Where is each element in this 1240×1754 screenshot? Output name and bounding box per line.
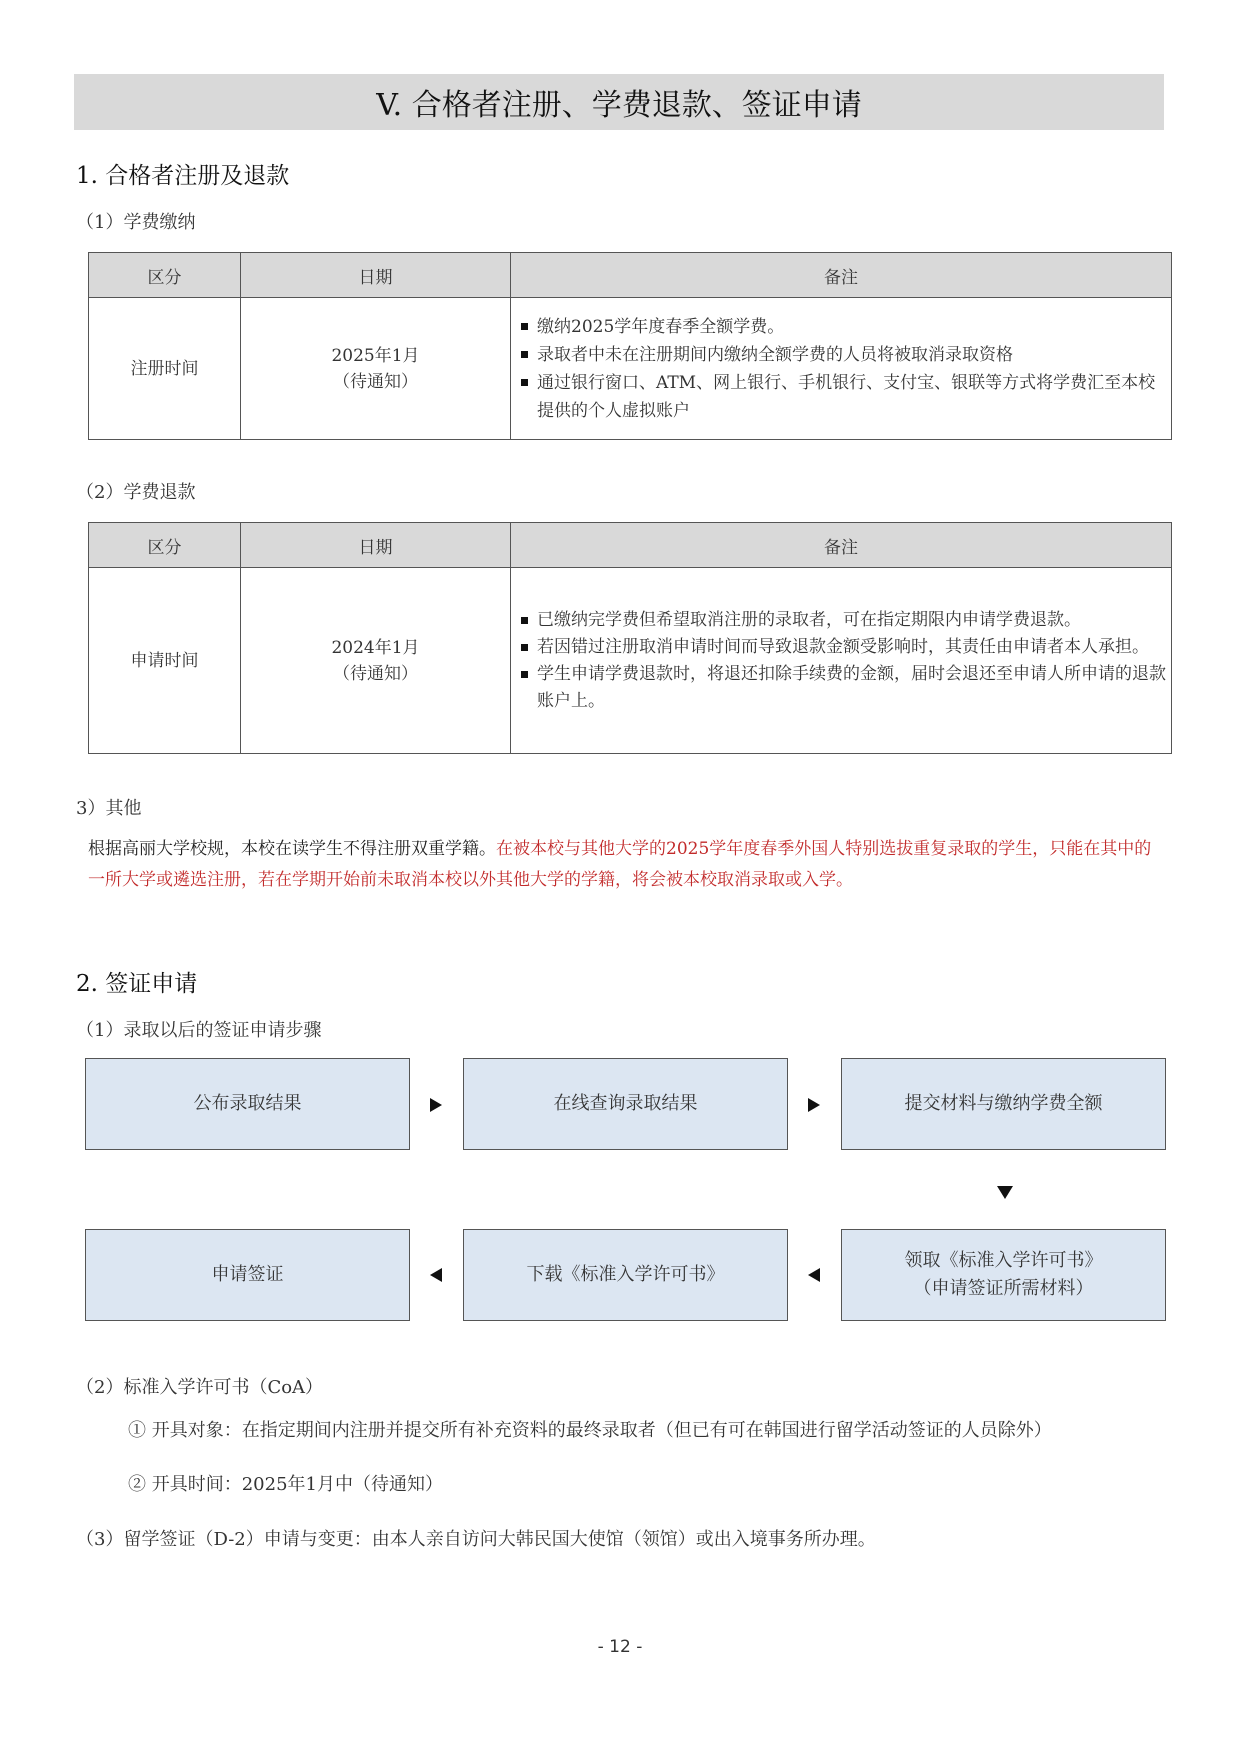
- note-item: 学生申请学费退款时，将退还扣除手续费的金额，届时会退还至申请人所申请的退款账户上。: [521, 661, 1167, 715]
- date-value: 2025年1月: [331, 345, 420, 366]
- header-date: 日期: [241, 523, 511, 568]
- square-bullet-icon: [521, 379, 528, 386]
- subheading-visa-steps: （1）录取以后的签证申请步骤: [76, 1020, 322, 1041]
- warning-text: 在被本校与其他大学的2025学年度春季外国人特别选拔重复录取的学生，只能在其中的一所大学或遴选注册，若在学期开始前未取消本校以外其他大学的学籍，将会被本校取消录取或入学。: [88, 839, 1152, 890]
- arrow-left-icon: [430, 1268, 442, 1282]
- table-row: [89, 298, 1172, 440]
- date-value: 2024年1月: [331, 637, 420, 658]
- step-submit-and-pay: 提交材料与缴纳学费全额: [841, 1058, 1166, 1150]
- coa-issue-time: ② 开具时间：2025年1月中（待通知）: [128, 1474, 443, 1495]
- square-bullet-icon: [521, 351, 528, 358]
- arrow-right-icon: [430, 1098, 442, 1112]
- header-notes: 备注: [511, 523, 1172, 568]
- step-check-results-online: 在线查询录取结果: [463, 1058, 788, 1150]
- step-publish-results: 公布录取结果: [85, 1058, 410, 1150]
- note-item: 已缴纳完学费但希望取消注册的录取者，可在指定期限内申请学费退款。: [521, 607, 1167, 634]
- visa-d2-note: （3）留学签证（D-2）申请与变更：由本人亲自访问大韩民国大使馆（领馆）或出入境事务所办理。: [76, 1529, 876, 1550]
- row-label: 注册时间: [89, 298, 241, 440]
- header-category: 区分: [89, 253, 241, 298]
- header-notes: 备注: [511, 253, 1172, 298]
- other-paragraph: [88, 834, 1168, 896]
- date-status: （待通知）: [333, 371, 418, 392]
- note-item: 缴纳2025学年度春季全额学费。: [521, 313, 1167, 341]
- square-bullet-icon: [521, 323, 528, 330]
- date-cell: [241, 298, 511, 440]
- square-bullet-icon: [521, 617, 528, 624]
- row-label: 申请时间: [89, 568, 241, 754]
- table-row: [89, 568, 1172, 754]
- note-item: 若因错过注册取消申请时间而导致退款金额受影响时，其责任由申请者本人承担。: [521, 634, 1167, 661]
- arrow-down-icon: [997, 1186, 1013, 1199]
- coa-eligibility: ① 开具对象：在指定期间内注册并提交所有补充资料的最终录取者（但已有可在韩国进行留学活动签证的人员除外）: [128, 1420, 1052, 1441]
- subheading-tuition-refund: （2）学费退款: [76, 482, 196, 503]
- heading-visa-application: 2. 签证申请: [76, 971, 198, 997]
- tuition-payment-table: [88, 252, 1172, 440]
- subheading-coa: （2）标准入学许可书（CoA）: [76, 1377, 324, 1398]
- subheading-other: 3）其他: [76, 798, 142, 819]
- subheading-tuition-payment: （1）学费缴纳: [76, 212, 196, 233]
- table-header-row: [89, 523, 1172, 568]
- step-apply-visa: 申请签证: [85, 1229, 410, 1321]
- heading-registration-refund: 1. 合格者注册及退款: [76, 163, 290, 189]
- notes-cell: [511, 298, 1172, 440]
- other-text: 根据高丽大学校规，本校在读学生不得注册双重学籍。: [88, 839, 496, 859]
- arrow-left-icon: [808, 1268, 820, 1282]
- section-title: V. 合格者注册、学费退款、签证申请: [376, 88, 862, 123]
- date-status: （待通知）: [333, 663, 418, 684]
- step-receive-coa: 领取《标准入学许可书》 （申请签证所需材料）: [841, 1229, 1166, 1321]
- page-number: - 12 -: [597, 1637, 643, 1657]
- header-date: 日期: [241, 253, 511, 298]
- header-category: 区分: [89, 523, 241, 568]
- section-title-banner: [74, 74, 1164, 130]
- arrow-right-icon: [808, 1098, 820, 1112]
- square-bullet-icon: [521, 644, 528, 651]
- date-cell: [241, 568, 511, 754]
- note-item: 通过银行窗口、ATM、网上银行、手机银行、支付宝、银联等方式将学费汇至本校提供的个人虚拟账户: [521, 369, 1167, 425]
- notes-cell: [511, 568, 1172, 754]
- step-download-coa: 下载《标准入学许可书》: [463, 1229, 788, 1321]
- square-bullet-icon: [521, 671, 528, 678]
- tuition-refund-table: [88, 522, 1172, 754]
- table-header-row: [89, 253, 1172, 298]
- note-item: 录取者中未在注册期间内缴纳全额学费的人员将被取消录取资格: [521, 341, 1167, 369]
